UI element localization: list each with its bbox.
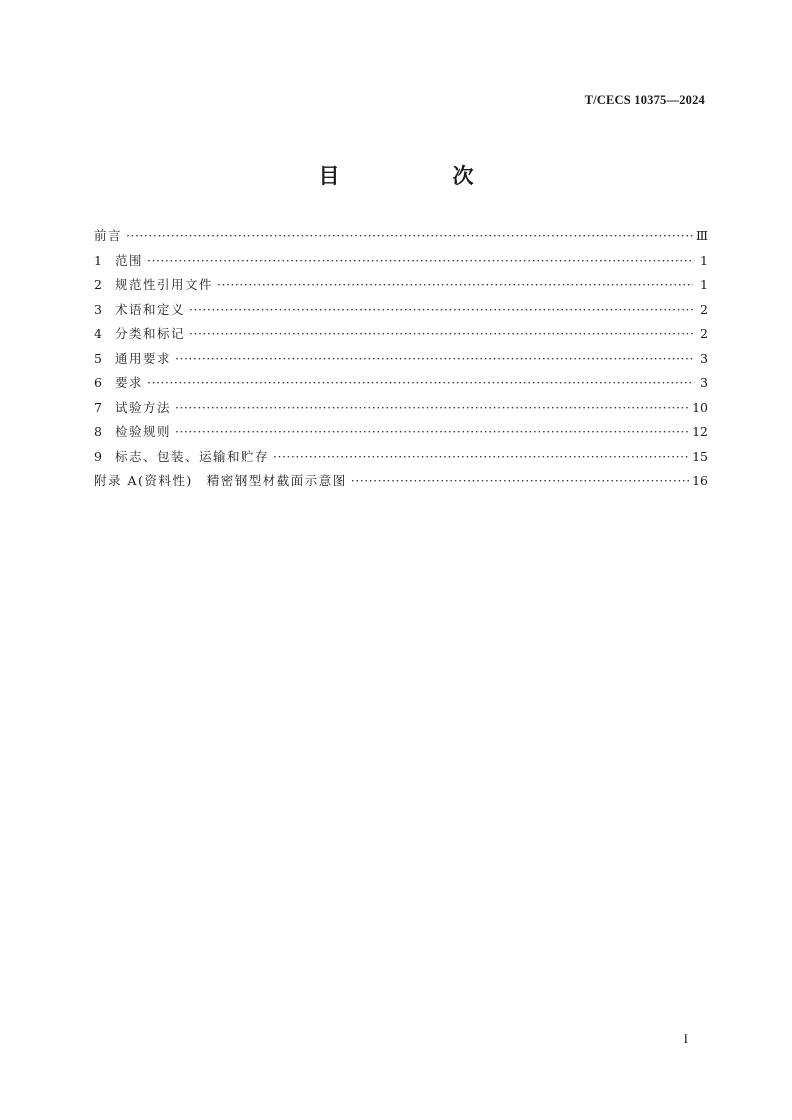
- toc-page-number: 1: [700, 277, 708, 292]
- toc-label: 通用要求: [115, 350, 172, 366]
- toc-page-number: 15: [692, 448, 708, 464]
- toc-entry-6[interactable]: [94, 373, 708, 398]
- toc-page-number: 12: [692, 424, 708, 439]
- toc-leader-dots: [175, 422, 689, 442]
- toc-entry-2[interactable]: [94, 275, 708, 300]
- toc-label: 要求: [115, 375, 144, 390]
- toc-section-number: 3: [94, 301, 102, 317]
- toc-section-number: 1: [94, 252, 102, 268]
- standard-code: T/CECS 10375—2024: [584, 93, 705, 107]
- toc-entry-1[interactable]: [94, 251, 708, 276]
- toc-leader-dots: [175, 398, 689, 418]
- page-title: 目 次: [318, 164, 520, 188]
- toc-entry-5[interactable]: [94, 349, 708, 374]
- toc-entry-4[interactable]: [94, 324, 708, 349]
- toc-entry-foreword[interactable]: [94, 226, 708, 251]
- toc-label: 附录 A(资料性) 精密钢型材截面示意图: [94, 473, 347, 488]
- toc-entry-appendix-a[interactable]: [94, 471, 708, 496]
- toc-section-number: 8: [94, 424, 102, 439]
- toc-section-number: 6: [94, 375, 102, 390]
- toc-section-number: 9: [94, 448, 102, 464]
- toc-page-number: 1: [700, 252, 708, 268]
- toc-section-number: 5: [94, 350, 102, 366]
- toc-page-number: 10: [692, 399, 708, 415]
- toc-leader-dots: [273, 447, 689, 467]
- toc-label: 规范性引用文件: [115, 277, 214, 292]
- toc-leader-dots: [189, 300, 693, 320]
- toc-page-number: Ⅲ: [695, 228, 708, 243]
- toc-page-number: 3: [700, 375, 708, 390]
- toc-label: 标志、包装、运输和贮存: [115, 448, 270, 464]
- toc-section-number: 4: [94, 326, 102, 341]
- toc-label: 术语和定义: [115, 301, 186, 317]
- toc-leader-dots: [147, 373, 693, 393]
- toc-page-number: 16: [692, 473, 708, 488]
- toc-leader-dots: [175, 349, 693, 369]
- toc-leader-dots: [217, 275, 693, 295]
- toc-section-number: 7: [94, 399, 102, 415]
- toc-entry-9[interactable]: [94, 447, 708, 472]
- toc-leader-dots: [126, 226, 693, 246]
- toc-page-number: 2: [700, 326, 708, 341]
- toc-section-number: 2: [94, 277, 102, 292]
- toc-leader-dots: [351, 471, 689, 491]
- toc-leader-dots: [189, 324, 693, 344]
- toc-label: 分类和标记: [115, 326, 186, 341]
- toc-page-number: 3: [700, 350, 708, 366]
- table-of-contents: [94, 226, 708, 496]
- toc-label: 前言: [94, 228, 123, 243]
- toc-label: 试验方法: [115, 399, 172, 415]
- toc-label: 检验规则: [115, 424, 172, 439]
- toc-entry-8[interactable]: [94, 422, 708, 447]
- toc-leader-dots: [147, 251, 693, 271]
- toc-entry-3[interactable]: [94, 300, 708, 325]
- page-number: I: [683, 1031, 688, 1046]
- toc-label: 范围: [115, 252, 144, 268]
- toc-page-number: 2: [700, 301, 708, 317]
- toc-entry-7[interactable]: [94, 398, 708, 423]
